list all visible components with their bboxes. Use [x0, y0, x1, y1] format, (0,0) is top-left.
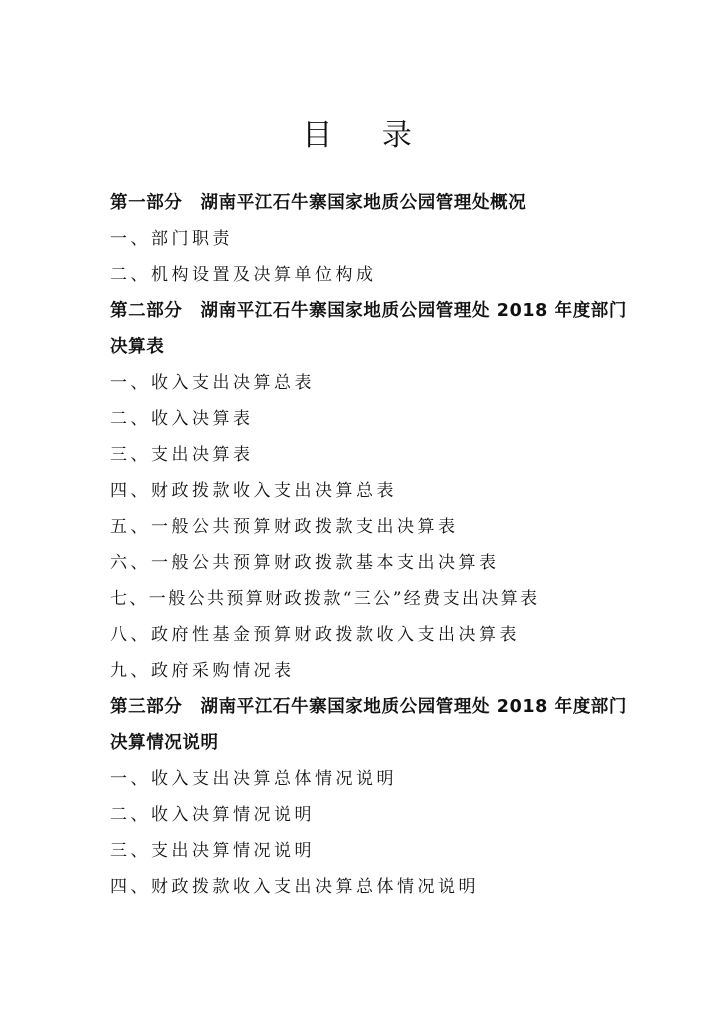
toc-item: 七、一般公共预算财政拨款“三公”经费支出决算表: [110, 589, 540, 609]
table-of-contents: [110, 185, 630, 905]
toc-part-2: 第二部分 湖南平江石牛寨国家地质公园管理处 2018 年度部门决算表: [110, 301, 627, 357]
toc-item: 一、收入支出决算总表: [110, 373, 315, 393]
toc-item: 六、一般公共预算财政拨款基本支出决算表: [110, 553, 500, 573]
toc-item: 一、部门职责: [110, 229, 233, 249]
toc-item: 三、支出决算情况说明: [110, 841, 315, 861]
toc-item: 三、支出决算表: [110, 445, 254, 465]
toc-item: 八、政府性基金预算财政拨款收入支出决算表: [110, 625, 520, 645]
toc-item: 四、财政拨款收入支出决算总体情况说明: [110, 877, 479, 897]
toc-part-1: 第一部分 湖南平江石牛寨国家地质公园管理处概况: [110, 193, 527, 213]
toc-item: 九、政府采购情况表: [110, 661, 295, 681]
toc-item: 四、财政拨款收入支出决算总表: [110, 481, 397, 501]
toc-item: 一、收入支出决算总体情况说明: [110, 769, 397, 789]
page-title: 目 录: [302, 118, 432, 154]
toc-item: 二、机构设置及决算单位构成: [110, 265, 377, 285]
toc-part-3: 第三部分 湖南平江石牛寨国家地质公园管理处 2018 年度部门决算情况说明: [110, 697, 627, 753]
toc-item: 二、收入决算表: [110, 409, 254, 429]
toc-item: 二、收入决算情况说明: [110, 805, 315, 825]
toc-item: 五、一般公共预算财政拨款支出决算表: [110, 517, 459, 537]
